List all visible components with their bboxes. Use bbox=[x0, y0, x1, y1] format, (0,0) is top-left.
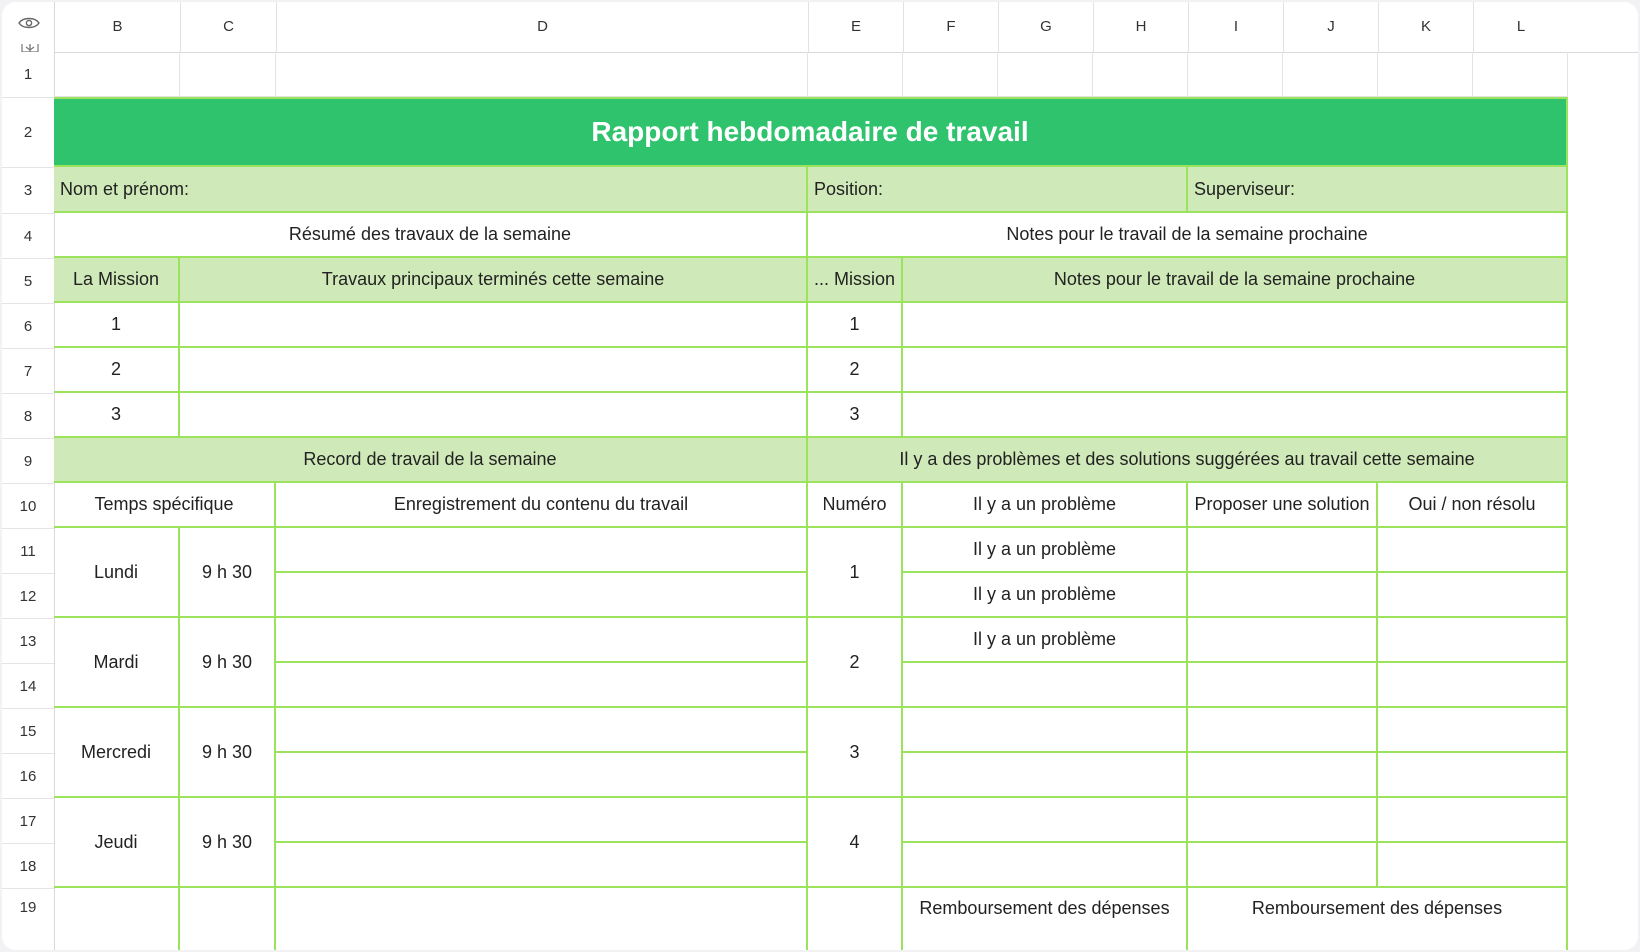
time-cell[interactable]: 9 h 30 bbox=[180, 798, 276, 888]
next-week-heading-cell[interactable]: Notes pour le travail de la semaine prochaine bbox=[808, 213, 1568, 258]
number-header-cell[interactable]: Numéro bbox=[808, 483, 903, 528]
supervisor-label-cell[interactable]: Superviseur: bbox=[1188, 167, 1568, 213]
problem-cell[interactable] bbox=[903, 843, 1188, 888]
main-work-header-cell[interactable]: Travaux principaux terminés cette semaine bbox=[180, 258, 808, 303]
row19-cell-e[interactable] bbox=[808, 888, 903, 950]
row-header-10[interactable]: 10 bbox=[2, 483, 54, 528]
problem-cell[interactable]: Il y a un problème bbox=[903, 618, 1188, 663]
problem-cell[interactable] bbox=[903, 708, 1188, 753]
row-header-19[interactable]: 19 bbox=[2, 888, 54, 950]
time-cell[interactable]: 9 h 30 bbox=[180, 708, 276, 798]
problem-cell[interactable]: Il y a un problème bbox=[903, 528, 1188, 573]
row-header-8[interactable]: 8 bbox=[2, 393, 54, 438]
cell-j1[interactable] bbox=[1283, 52, 1378, 97]
row19-cell-d[interactable] bbox=[276, 888, 808, 950]
content-cell[interactable] bbox=[276, 528, 808, 573]
row-header-14[interactable]: 14 bbox=[2, 663, 54, 708]
row-header-16[interactable]: 16 bbox=[2, 753, 54, 798]
eye-icon[interactable] bbox=[18, 16, 40, 30]
resolved-cell[interactable] bbox=[1378, 708, 1568, 753]
column-header-k[interactable]: K bbox=[1378, 2, 1473, 52]
cell-g1[interactable] bbox=[998, 52, 1093, 97]
mission-header-cell[interactable]: La Mission bbox=[54, 258, 180, 303]
resolved-cell[interactable] bbox=[1378, 753, 1568, 798]
cell-f1[interactable] bbox=[903, 52, 998, 97]
problem-cell[interactable] bbox=[903, 753, 1188, 798]
row19-cell-c[interactable] bbox=[180, 888, 276, 950]
expense-label: Remboursement des dépenses bbox=[1251, 898, 1503, 918]
row-header-bar bbox=[2, 52, 55, 950]
cell-i1[interactable] bbox=[1188, 52, 1283, 97]
mission2-header-cell[interactable]: ... Mission bbox=[808, 258, 903, 303]
cell-d1[interactable] bbox=[276, 52, 808, 97]
problem-header-cell[interactable]: Il y a un problème bbox=[903, 483, 1188, 528]
problem-cell[interactable] bbox=[903, 798, 1188, 843]
expense-cell-left[interactable] bbox=[903, 888, 1188, 950]
solution-cell[interactable] bbox=[1188, 528, 1378, 573]
cell-h1[interactable] bbox=[1093, 52, 1188, 97]
corner-cell[interactable] bbox=[2, 2, 55, 52]
row-header-15[interactable]: 15 bbox=[2, 708, 54, 753]
column-header-g[interactable]: G bbox=[998, 2, 1093, 52]
row19-cell-b[interactable] bbox=[54, 888, 180, 950]
cell-e1[interactable] bbox=[808, 52, 903, 97]
solution-cell[interactable] bbox=[1188, 573, 1378, 618]
row-header-11[interactable]: 11 bbox=[2, 528, 54, 573]
solution-header-cell[interactable]: Proposer une solution bbox=[1188, 483, 1378, 528]
notes-cell[interactable] bbox=[903, 393, 1568, 438]
solution-cell[interactable] bbox=[1188, 798, 1378, 843]
row-header-3[interactable]: 3 bbox=[2, 167, 54, 213]
work-record-heading-cell[interactable]: Record de travail de la semaine bbox=[54, 438, 808, 483]
problem-number-cell[interactable]: 1 bbox=[808, 528, 903, 618]
expense-label: Remboursement des dépenses bbox=[919, 898, 1170, 918]
resolved-cell[interactable] bbox=[1378, 798, 1568, 843]
problem-number-cell[interactable]: 3 bbox=[808, 708, 903, 798]
day-cell[interactable]: Mercredi bbox=[54, 708, 180, 798]
column-header-d[interactable]: D bbox=[276, 2, 808, 52]
resolved-cell[interactable] bbox=[1378, 843, 1568, 888]
spreadsheet-frame bbox=[2, 2, 1638, 950]
row-header-12[interactable]: 12 bbox=[2, 573, 54, 618]
notes-cell[interactable] bbox=[903, 303, 1568, 348]
row-header-2[interactable]: 2 bbox=[2, 97, 54, 167]
row-header-17[interactable]: 17 bbox=[2, 798, 54, 843]
content-cell[interactable] bbox=[276, 573, 808, 618]
row-header-18[interactable]: 18 bbox=[2, 843, 54, 888]
solution-cell[interactable] bbox=[1188, 843, 1378, 888]
report-title[interactable]: Rapport hebdomadaire de travail bbox=[54, 97, 1568, 167]
problem-cell[interactable] bbox=[903, 663, 1188, 708]
row-header-9[interactable]: 9 bbox=[2, 438, 54, 483]
problems-heading-cell[interactable]: Il y a des problèmes et des solutions suggérées au travail cette semaine bbox=[808, 438, 1568, 483]
column-header-c[interactable]: C bbox=[180, 2, 276, 52]
row-header-5[interactable]: 5 bbox=[2, 258, 54, 303]
resolved-cell[interactable] bbox=[1378, 663, 1568, 708]
column-header-l[interactable]: L bbox=[1473, 2, 1568, 52]
column-header-bar bbox=[2, 2, 1638, 53]
notes-index-cell[interactable]: 3 bbox=[808, 393, 903, 438]
time-cell[interactable]: 9 h 30 bbox=[180, 528, 276, 618]
cell-l1[interactable] bbox=[1473, 52, 1568, 97]
column-header-f[interactable]: F bbox=[903, 2, 998, 52]
name-label-cell[interactable]: Nom et prénom: bbox=[54, 167, 808, 213]
column-header-h[interactable]: H bbox=[1093, 2, 1188, 52]
row-header-6[interactable]: 6 bbox=[2, 303, 54, 348]
column-header-e[interactable]: E bbox=[808, 2, 903, 52]
summary-work-cell[interactable] bbox=[180, 303, 808, 348]
day-cell[interactable]: Lundi bbox=[54, 528, 180, 618]
summary-index-cell[interactable]: 1 bbox=[54, 303, 180, 348]
problem-number-cell[interactable]: 4 bbox=[808, 798, 903, 888]
resolved-cell[interactable] bbox=[1378, 618, 1568, 663]
row-header-13[interactable]: 13 bbox=[2, 618, 54, 663]
content-cell[interactable] bbox=[276, 843, 808, 888]
notes-header-cell[interactable]: Notes pour le travail de la semaine prochaine bbox=[903, 258, 1568, 303]
expense-cell-right[interactable] bbox=[1188, 888, 1568, 950]
content-cell[interactable] bbox=[276, 618, 808, 663]
position-label-cell[interactable]: Position: bbox=[808, 167, 1188, 213]
problem-number-cell[interactable]: 2 bbox=[808, 618, 903, 708]
time-cell[interactable]: 9 h 30 bbox=[180, 618, 276, 708]
column-header-j[interactable]: J bbox=[1283, 2, 1378, 52]
content-cell[interactable] bbox=[276, 663, 808, 708]
resolved-cell[interactable] bbox=[1378, 528, 1568, 573]
row-header-1[interactable]: 1 bbox=[23, 66, 33, 83]
content-header-cell[interactable]: Enregistrement du contenu du travail bbox=[276, 483, 808, 528]
resolved-header-cell[interactable]: Oui / non résolu bbox=[1378, 483, 1568, 528]
notes-cell[interactable] bbox=[903, 348, 1568, 393]
content-cell[interactable] bbox=[276, 798, 808, 843]
problem-cell[interactable]: Il y a un problème bbox=[903, 573, 1188, 618]
resolved-cell[interactable] bbox=[1378, 573, 1568, 618]
solution-cell[interactable] bbox=[1188, 618, 1378, 663]
day-cell[interactable]: Mardi bbox=[54, 618, 180, 708]
content-cell[interactable] bbox=[276, 708, 808, 753]
content-cell[interactable] bbox=[276, 753, 808, 798]
summary-index-cell[interactable]: 3 bbox=[54, 393, 180, 438]
day-cell[interactable]: Jeudi bbox=[54, 798, 180, 888]
column-header-b[interactable]: B bbox=[54, 2, 180, 52]
solution-cell[interactable] bbox=[1188, 753, 1378, 798]
summary-work-cell[interactable] bbox=[180, 393, 808, 438]
time-header-cell[interactable]: Temps spécifique bbox=[54, 483, 276, 528]
notes-index-cell[interactable]: 2 bbox=[808, 348, 903, 393]
solution-cell[interactable] bbox=[1188, 708, 1378, 753]
cell-b1[interactable] bbox=[54, 52, 180, 97]
cell-c1[interactable] bbox=[180, 52, 276, 97]
cell-k1[interactable] bbox=[1378, 52, 1473, 97]
summary-index-cell[interactable]: 2 bbox=[54, 348, 180, 393]
summary-heading-cell[interactable]: Résumé des travaux de la semaine bbox=[54, 213, 808, 258]
solution-cell[interactable] bbox=[1188, 663, 1378, 708]
row-header-4[interactable]: 4 bbox=[2, 213, 54, 258]
summary-work-cell[interactable] bbox=[180, 348, 808, 393]
notes-index-cell[interactable]: 1 bbox=[808, 303, 903, 348]
column-header-i[interactable]: I bbox=[1188, 2, 1283, 52]
row-header-7[interactable]: 7 bbox=[2, 348, 54, 393]
